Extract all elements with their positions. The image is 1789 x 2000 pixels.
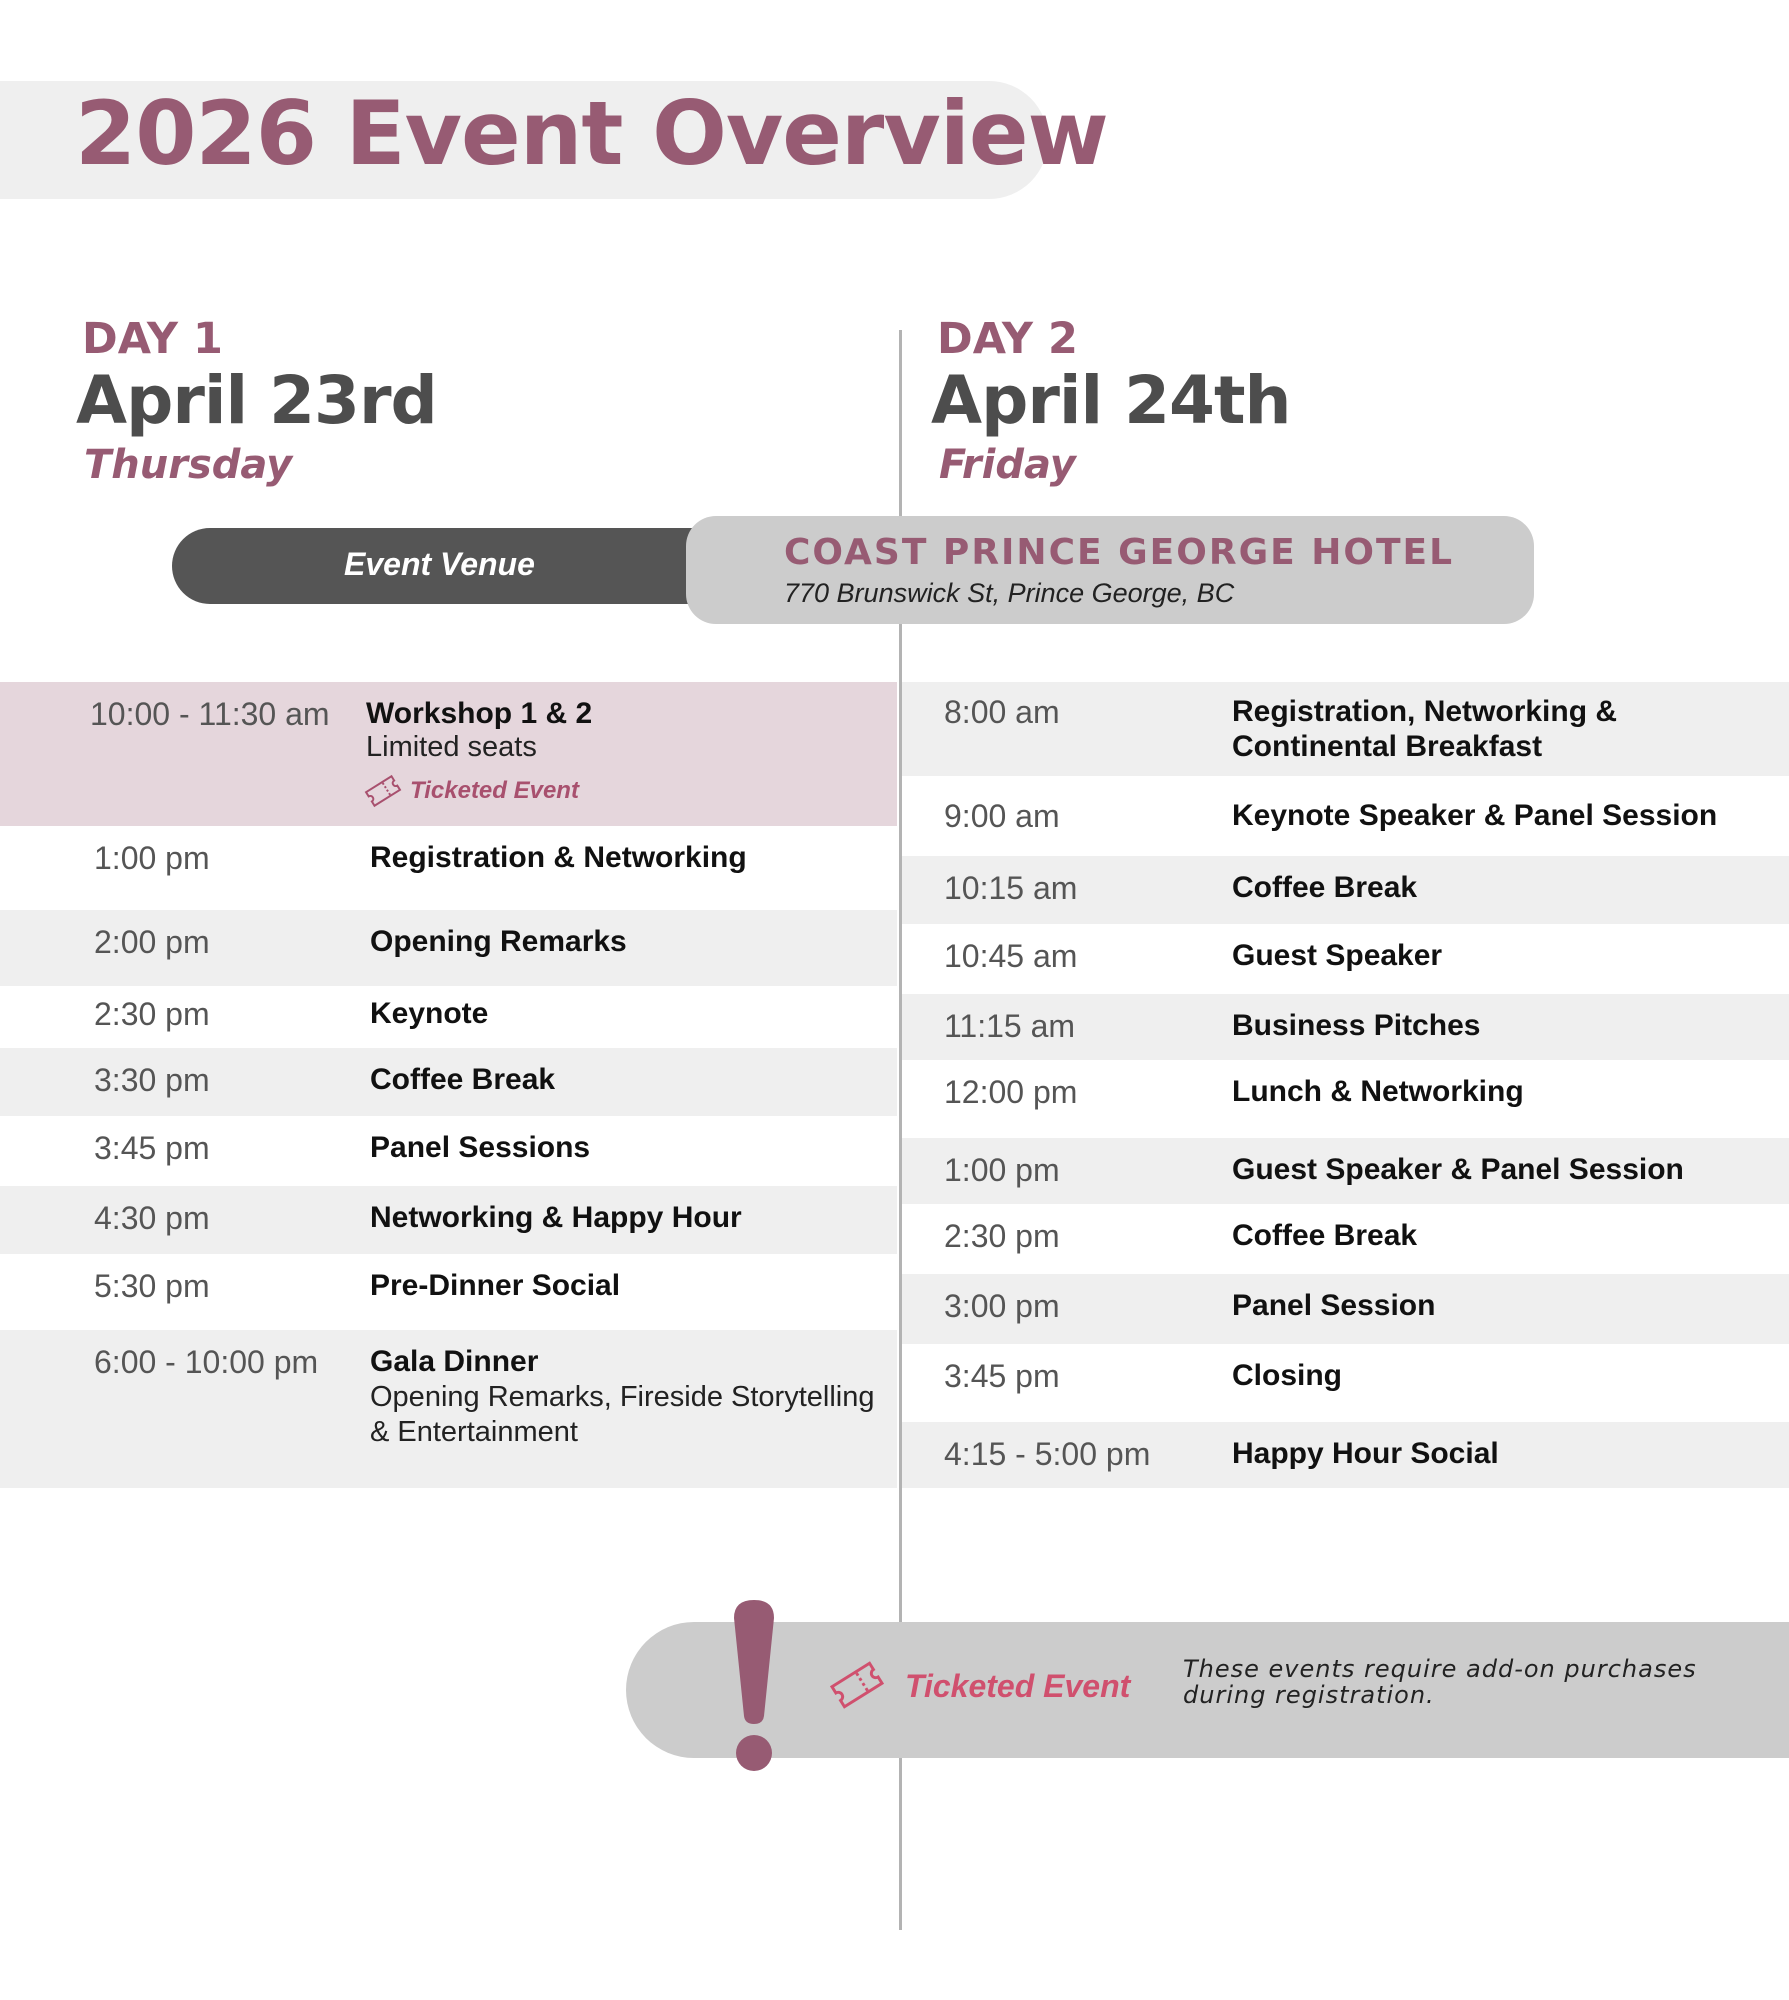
schedule-row <box>0 910 897 986</box>
ticketed-label: Ticketed Event <box>410 777 579 804</box>
venue-info-pill <box>686 516 1534 624</box>
row-time: 2:30 pm <box>94 996 210 1032</box>
row-title: Workshop 1 & 2 <box>366 697 593 730</box>
row-title: Business Pitches <box>1232 1009 1481 1042</box>
ticketed-badge <box>362 770 579 812</box>
row-title: Coffee Break <box>1232 1219 1418 1252</box>
schedule-row <box>0 682 897 826</box>
row-title: Panel Sessions <box>370 1131 591 1164</box>
legend-note-line: during registration. <box>1183 1681 1435 1709</box>
day2-date: April 24th <box>931 362 1291 439</box>
legend-note <box>1183 1656 1697 1708</box>
day2-weekday: Friday <box>939 442 1076 488</box>
row-description: & Entertainment <box>370 1416 578 1448</box>
venue-name: COAST PRINCE GEORGE HOTEL <box>784 532 1455 573</box>
schedule-row <box>0 1330 897 1488</box>
row-time: 3:30 pm <box>94 1062 210 1098</box>
row-time: 4:30 pm <box>94 1200 210 1236</box>
row-title: Keynote Speaker & Panel Session <box>1232 799 1718 832</box>
schedule-row <box>902 1138 1789 1204</box>
row-title: Lunch & Networking <box>1232 1075 1524 1108</box>
exclamation-icon <box>726 1598 782 1774</box>
schedule-row <box>0 986 897 1048</box>
row-time: 1:00 pm <box>944 1152 1060 1188</box>
row-time: 4:15 - 5:00 pm <box>944 1436 1151 1472</box>
row-title: Guest Speaker <box>1232 939 1443 972</box>
row-time: 5:30 pm <box>94 1268 210 1304</box>
row-title: Coffee Break <box>1232 871 1418 904</box>
row-title: Panel Session <box>1232 1289 1436 1322</box>
legend-ticketed-label: Ticketed Event <box>905 1668 1131 1704</box>
schedule-row <box>902 1060 1789 1138</box>
day1-header <box>76 314 437 492</box>
schedule-row <box>902 856 1789 924</box>
schedule-row <box>0 1116 897 1186</box>
schedule-row <box>0 1254 897 1330</box>
row-time: 8:00 am <box>944 694 1060 730</box>
row-time: 1:00 pm <box>94 840 210 876</box>
row-time: 3:45 pm <box>94 1130 210 1166</box>
schedule-row <box>902 994 1789 1060</box>
schedule-row <box>0 826 897 910</box>
row-time: 10:00 - 11:30 am <box>90 696 330 732</box>
schedule-row <box>902 682 1789 776</box>
venue-label: Event Venue <box>344 546 535 582</box>
schedule-row <box>0 1048 897 1116</box>
row-time: 12:00 pm <box>944 1074 1078 1110</box>
day1-label: DAY 1 <box>82 314 223 364</box>
day1-date: April 23rd <box>76 362 437 439</box>
row-time: 6:00 - 10:00 pm <box>94 1344 319 1380</box>
schedule-row <box>902 1274 1789 1344</box>
venue-label-pill <box>172 528 732 604</box>
row-time: 2:30 pm <box>944 1218 1060 1254</box>
row-title: Networking & Happy Hour <box>370 1201 742 1234</box>
schedule-row <box>0 1186 897 1254</box>
venue-address: 770 Brunswick St, Prince George, BC <box>784 578 1235 608</box>
row-title: Continental Breakfast <box>1232 730 1543 763</box>
legend-note-line: These events require add-on purchases <box>1183 1655 1697 1683</box>
schedule-row <box>902 1204 1789 1274</box>
row-title: Registration & Networking <box>370 841 747 874</box>
row-title: Happy Hour Social <box>1232 1437 1499 1470</box>
row-title: Coffee Break <box>370 1063 556 1096</box>
ticket-icon <box>826 1654 888 1716</box>
schedule-row <box>902 924 1789 994</box>
row-title: Pre-Dinner Social <box>370 1269 621 1302</box>
row-time: 10:15 am <box>944 870 1078 906</box>
row-time: 2:00 pm <box>94 924 210 960</box>
ticket-icon <box>362 770 404 812</box>
row-time: 3:00 pm <box>944 1288 1060 1324</box>
row-time: 10:45 am <box>944 938 1078 974</box>
row-time: 9:00 am <box>944 798 1060 834</box>
row-title: Registration, Networking & <box>1232 695 1618 728</box>
day2-label: DAY 2 <box>937 314 1078 364</box>
row-description: Limited seats <box>366 731 537 763</box>
row-time: 11:15 am <box>944 1008 1076 1044</box>
page-title: 2026 Event Overview <box>75 82 1108 185</box>
schedule-row <box>902 776 1789 856</box>
row-title: Opening Remarks <box>370 925 627 958</box>
row-title: Keynote <box>370 997 489 1030</box>
row-time: 3:45 pm <box>944 1358 1060 1394</box>
row-title: Guest Speaker & Panel Session <box>1232 1153 1684 1186</box>
schedule-row <box>902 1422 1789 1488</box>
row-title: Closing <box>1232 1359 1342 1392</box>
day1-weekday: Thursday <box>84 442 293 488</box>
row-title: Gala Dinner <box>370 1345 539 1378</box>
day2-header <box>931 314 1290 492</box>
row-description: Opening Remarks, Fireside Storytelling <box>370 1381 875 1413</box>
schedule-row <box>902 1344 1789 1422</box>
